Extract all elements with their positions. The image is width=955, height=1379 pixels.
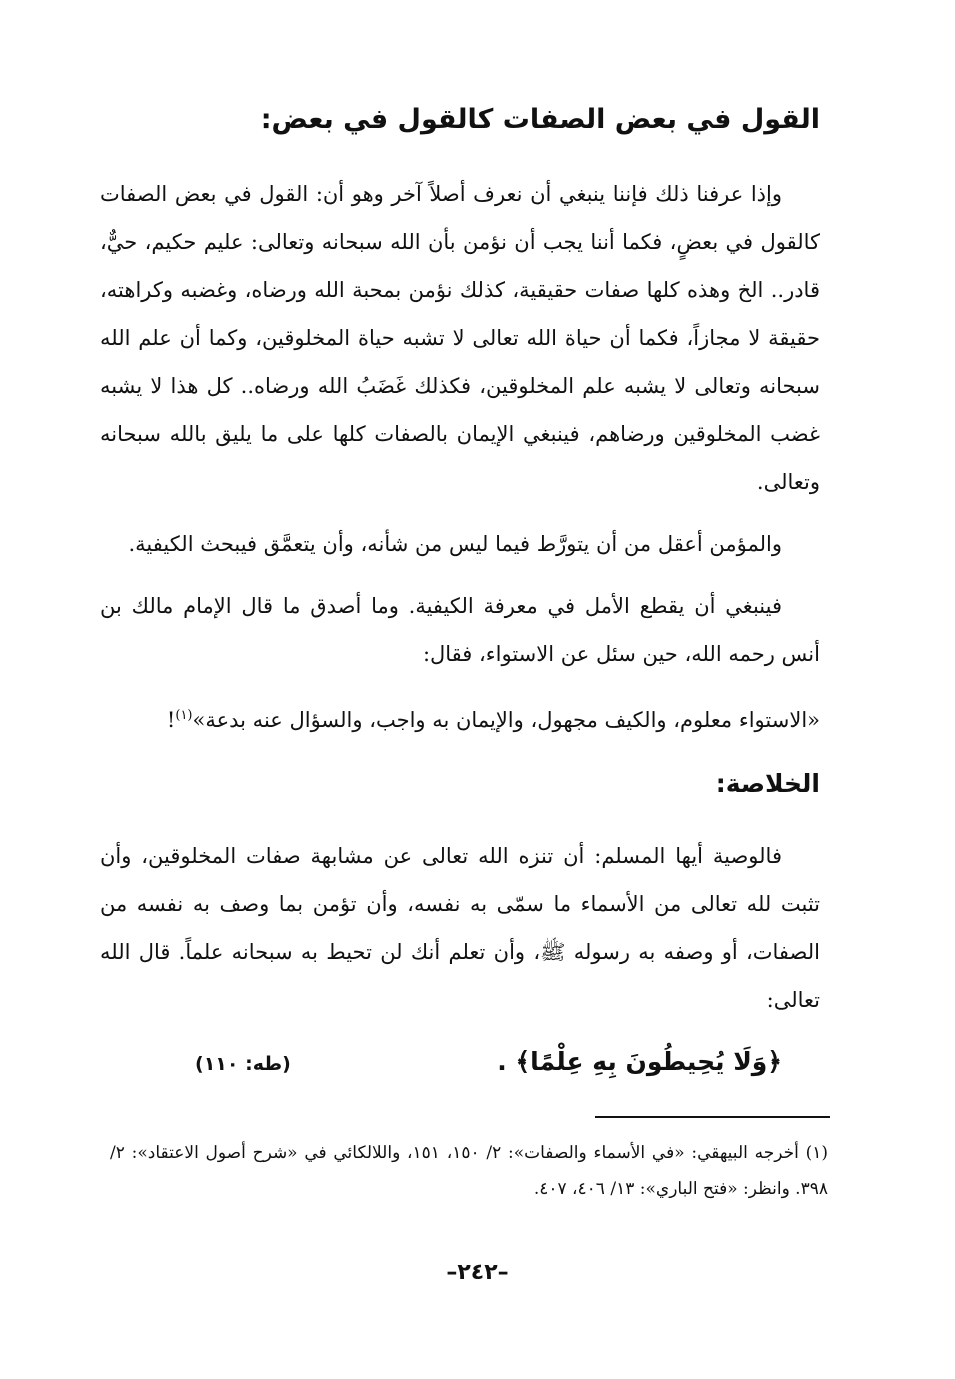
verse-line: [100, 1038, 820, 1086]
page-number: –٢٤٢–: [446, 1260, 509, 1285]
quran-verse: ﴿وَلَا يُحِيطُونَ بِهِ عِلْمًا﴾ .: [497, 1047, 782, 1076]
quote-tail: !: [166, 708, 176, 732]
quote-text: «الاستواء معلوم، والكيف مجهول، والإيمان به واجب، والسؤال عنه بدعة»: [192, 708, 820, 732]
summary-heading: الخلاصة:: [715, 769, 820, 798]
malik-quote: [100, 692, 820, 744]
summary-paragraph: فالوصية أيها المسلم: أن تنزه الله تعالى عن مشابهة صفات المخلوقين، وأن تثبت لله تعالى من الأسماء ما سمّى به نفسه، وأن تؤمن بما وصف به نفسه من الصفات، أو وصفه به رسوله ﷺ، وأن تعلم أنك لن تحيط به سبحانه علماً. قال الله تعالى:: [100, 844, 820, 1012]
footnote-marker: (١): [175, 708, 193, 723]
paragraph-believer: والمؤمن أعقل من أن يتورَّط فيما ليس من شأنه، وأن يتعمَّق فيبحث الكيفية.: [128, 532, 782, 556]
paragraph-attributes: وإذا عرفنا ذلك فإننا ينبغي أن نعرف أصلاً آخر وهو أن: القول في بعض الصفات كالقول في بعضٍ، فكما أننا يجب أن نؤمن بأن الله سبحانه وتعالى: عليم حكيم، حيٌّ، قادر.. الخ وهذه كلها صفات حقيقية، كذلك نؤمن بمحبة الله ورضاه، وغضبه وكراهته، حقيقة لا مجازاً، فكما أن حياة الله تعالى لا تشبه حياة المخلوقين، وكما أن علم الله سبحانه وتعالى لا يشبه علم المخلوقين، فكذلك غَضَبُ الله ورضاه.. كل هذا لا يشبه غضب المخلوقين ورضاهم، فينبغي الإيمان بالصفات كلها على ما يليق بالله سبحانه وتعالى.: [100, 182, 820, 494]
verse-reference: (طه: ١١٠): [195, 1053, 291, 1075]
footnote-divider: [595, 1116, 830, 1118]
footnote: (١) أخرجه البيهقي: «في الأسماء والصفات»: ٢/ ١٥٠، ١٥١، واللالكائي في «شرح أصول الاعتقاد»: ٢/ ٣٩٨. وانظر: «فتح الباري»: ١٣/ ٤٠٦، ٤٠٧.: [110, 1143, 828, 1199]
paragraph-malik: فينبغي أن يقطع الأمل في معرفة الكيفية. وما أصدق ما قال الإمام مالك بن أنس رحمه الله، حين سئل عن الاستواء، فقال:: [100, 594, 820, 666]
page-body: [100, 100, 820, 1086]
section-heading: القول في بعض الصفات كالقول في بعض:: [260, 104, 820, 135]
